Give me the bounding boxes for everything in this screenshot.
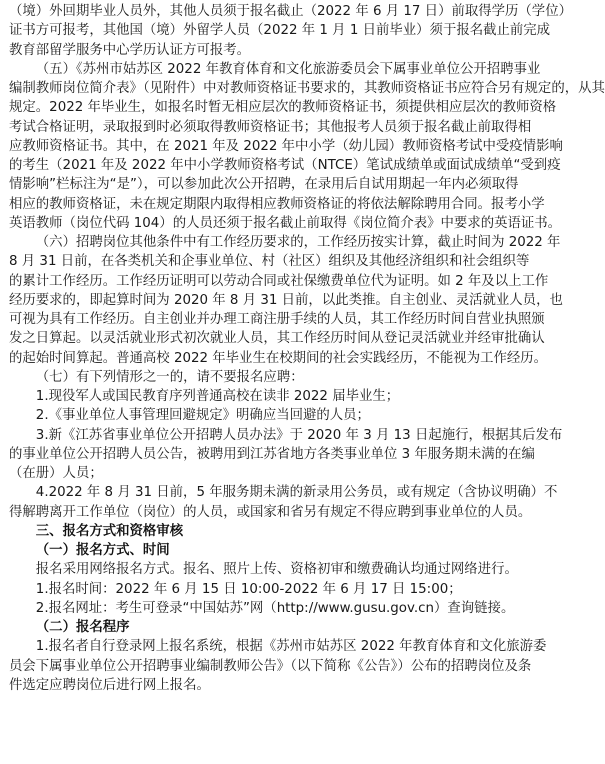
paragraph-line: 发之日算起。以灵活就业形式初次就业人员，其工作经历时间从登记灵活就业并经审批确认 bbox=[9, 331, 545, 347]
paragraph-line: （境）外回期毕业人员外，其他人员须于报名截止（2022 年 6 月 17 日）前取得学历（学位） bbox=[9, 4, 572, 19]
paragraph-line: 教育部留学服务中心学历认证方可报考。 bbox=[9, 42, 251, 58]
paragraph-line: 得解聘离开工作单位（岗位）的人员，或国家和省另有规定不得应聘到事业单位的人员。 bbox=[9, 504, 532, 520]
paragraph-line: （在册）人员； bbox=[9, 466, 103, 481]
paragraph-line: 员会下属事业单位公开招聘事业编制教师公告》（以下简称《公告》）公布的招聘岗位及条 bbox=[9, 658, 532, 674]
paragraph-line: 证书方可报考，其他国（境）外留学人员（2022 年 1 月 1 日前毕业）须于报名截止前完成 bbox=[9, 23, 551, 39]
paragraph-line: 1.报名时间：2022 年 6 月 15 日 10:00-2022 年 6 月 17 日 15:00； bbox=[35, 581, 462, 597]
paragraph-line: 4.2022 年 8 月 31 日前，5 年服务期未满的新录用公务员，或有规定（含协议明确）不 bbox=[35, 485, 558, 501]
paragraph-line: （五）《苏州市姑苏区 2022 年教育体育和文化旅游委员会下属事业单位公开招聘事业 bbox=[35, 61, 541, 77]
paragraph-line: 编制教师岗位简介表》（见附件）中对教师资格证书要求的，其教师资格证书应符合另有规定的，从其 bbox=[9, 81, 605, 96]
paragraph-line: 件选定应聘岗位后进行网上报名。 bbox=[9, 677, 210, 693]
paragraph-line: 的累计工作经历。工作经历证明可以劳动合同或社保缴费单位代为证明。如 2 年及以上工作 bbox=[9, 273, 549, 289]
paragraph-line: 考试合格证明，录取报到时必须取得教师资格证书；其他报考人员须于报名截止前取得相 bbox=[9, 119, 532, 135]
paragraph-line: 的事业单位公开招聘人员公告，被聘用到江苏省地方各类事业单位 3 年服务期未满的在编 bbox=[9, 446, 535, 462]
paragraph-line: 1.报名者自行登录网上报名系统，根据《苏州市姑苏区 2022 年教育体育和文化旅游委 bbox=[35, 639, 547, 655]
paragraph-line: 2.报名网址：考生可登录“中国姑苏”网（http://www.gusu.gov.cn）查询链接。 bbox=[35, 600, 515, 616]
paragraph-line: 1.现役军人或国民教育序列普通高校在读非 2022 届毕业生； bbox=[35, 389, 400, 404]
paragraph-line: 可视为具有工作经历。自主创业并办理工商注册手续的人员，其工作经历时间自营业执照颁 bbox=[9, 312, 545, 327]
paragraph-line: （七）有下列情形之一的，请不要报名应聘： bbox=[35, 369, 304, 385]
paragraph-line: （六）招聘岗位其他条件中有工作经历要求的，工作经历按实计算，截止时间为 2022 年 bbox=[35, 235, 561, 250]
paragraph-line: 相应的教师资格证，未在规定期限内取得相应教师资格证的将依法解除聘用合同。报考小学 bbox=[9, 196, 545, 212]
paragraph-line: 情影响”栏标注为“是”），可以参加此次公开招聘，在录用后自试用期起一年内必须取得 bbox=[9, 177, 519, 193]
paragraph-line: 经历要求的，即起算时间为 2020 年 8 月 31 日前，以此类推。自主创业、灵活就业人员，也 bbox=[9, 292, 563, 308]
document-body bbox=[9, 2, 605, 695]
paragraph-line: 8 月 31 日前，在各类机关和企事业单位、村（社区）组织及其他经济组织和社会组织等 bbox=[9, 254, 530, 270]
paragraph-line: 3.新《江苏省事业单位公开招聘人员办法》于 2020 年 3 月 13 日起施行，根据其后发布 bbox=[35, 427, 563, 443]
paragraph-line: 2.《事业单位人事管理回避规定》明确应当回避的人员； bbox=[35, 408, 370, 424]
paragraph-line: 英语教师（岗位代码 104）的人员还须于报名截止前取得《岗位简介表》中要求的英语证书。 bbox=[9, 215, 562, 231]
section-heading: 三、报名方式和资格审核 bbox=[35, 523, 184, 539]
section-heading: （二）报名程序 bbox=[35, 620, 130, 635]
paragraph-line: 应教师资格证书。其中，在 2021 年及 2022 年中小学（幼儿园）教师资格考试中受疫情影响 bbox=[9, 138, 563, 154]
paragraph-line: 的起始时间算起。普通高校 2022 年毕业生在校期间的社会实践经历，不能视为工作经历。 bbox=[9, 350, 548, 366]
paragraph-line: 的考生（2021 年及 2022 年中小学教师资格考试（NTCE）笔试成绩单或面试成绩单“受到疫 bbox=[9, 158, 561, 173]
paragraph-line: 报名采用网络报名方式。报名、照片上传、资格初审和缴费确认均通过网络进行。 bbox=[35, 562, 518, 578]
paragraph-line: 规定。2022 年毕业生，如报名时暂无相应层次的教师资格证书，须提供相应层次的教师资格 bbox=[9, 100, 557, 116]
section-heading: （一）报名方式、时间 bbox=[35, 543, 170, 558]
